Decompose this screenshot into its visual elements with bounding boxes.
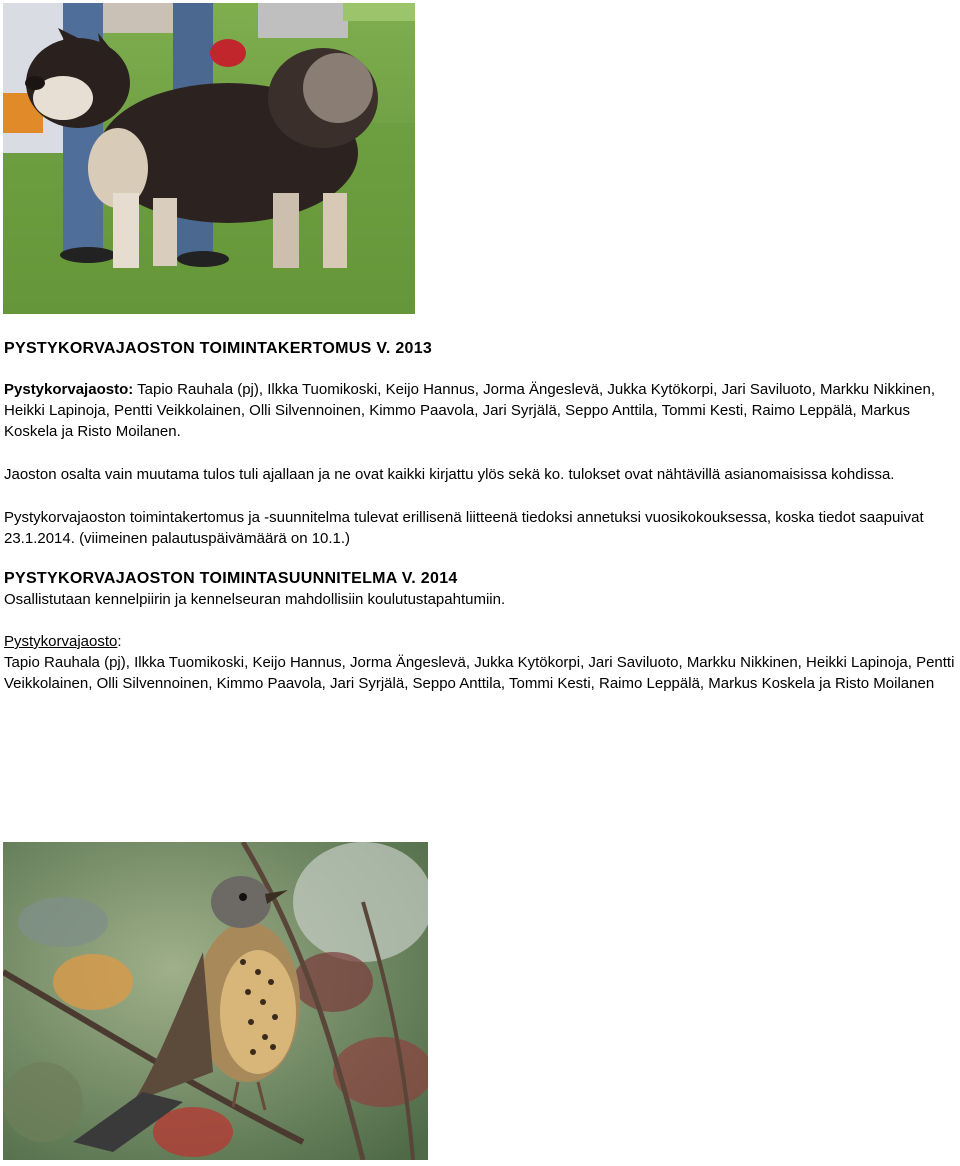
plan-title: PYSTYKORVAJAOSTON TOIMINTASUUNNITELMA V. 2014 [4,570,458,587]
report-members-text: Tapio Rauhala (pj), Ilkka Tuomikoski, Keijo Hannus, Jorma Ängeslevä, Jukka Kytökorpi, Jari Saviluoto, Markku Nikkinen, Heikki Lapinoja, Pentti Veikkolainen, Olli Silvennoinen, Kimmo Paavola, Jari Syrjälä, Seppo Anttila, Tommi Kesti, Raimo Leppälä, Markus Koskela ja Risto Moilanen. [4,381,935,440]
plan-members-colon: : [117,633,122,650]
bird-illustration [3,842,428,1160]
report-plan-note-paragraph: Pystykorvajaoston toimintakertomus ja -suunnitelma tulevat erillisenä liitteenä tiedoksi annetuksi vuosikokouksessa, koska tiedot saapuivat 23.1.2014. (viimeinen palautuspäivämäärä on 10.1.) [4,509,924,547]
report-members-paragraph [4,379,956,442]
dog-illustration [3,3,415,314]
plan-members-paragraph: Tapio Rauhala (pj), Ilkka Tuomikoski, Keijo Hannus, Jorma Ängeslevä, Jukka Kytökorpi, Jari Saviluoto, Markku Nikkinen, Heikki Lapinoja, Pentti Veikkolainen, Olli Silvennoinen, Kimmo Paavola, Jari Syrjälä, Seppo Anttila, Tommi Kesti, Raimo Leppälä, Markus Koskela ja Risto Moilanen [4,654,955,692]
dog-photo [3,3,415,314]
bird-photo [3,842,428,1160]
plan-members-label-line [4,631,956,652]
report-members-label: Pystykorvajaosto: [4,381,134,398]
plan-intro-paragraph: Osallistutaan kennelpiirin ja kennelseuran mahdollisiin koulutustapahtumiin. [4,591,506,608]
report-results-paragraph: Jaoston osalta vain muutama tulos tuli ajallaan ja ne ovat kaikki kirjattu ylös sekä ko. tulokset ovat nähtävillä asianomaisissa kohdissa. [4,466,895,483]
plan-members-label: Pystykorvajaosto [4,633,118,650]
report-title: PYSTYKORVAJAOSTON TOIMINTAKERTOMUS V. 2013 [4,340,433,357]
